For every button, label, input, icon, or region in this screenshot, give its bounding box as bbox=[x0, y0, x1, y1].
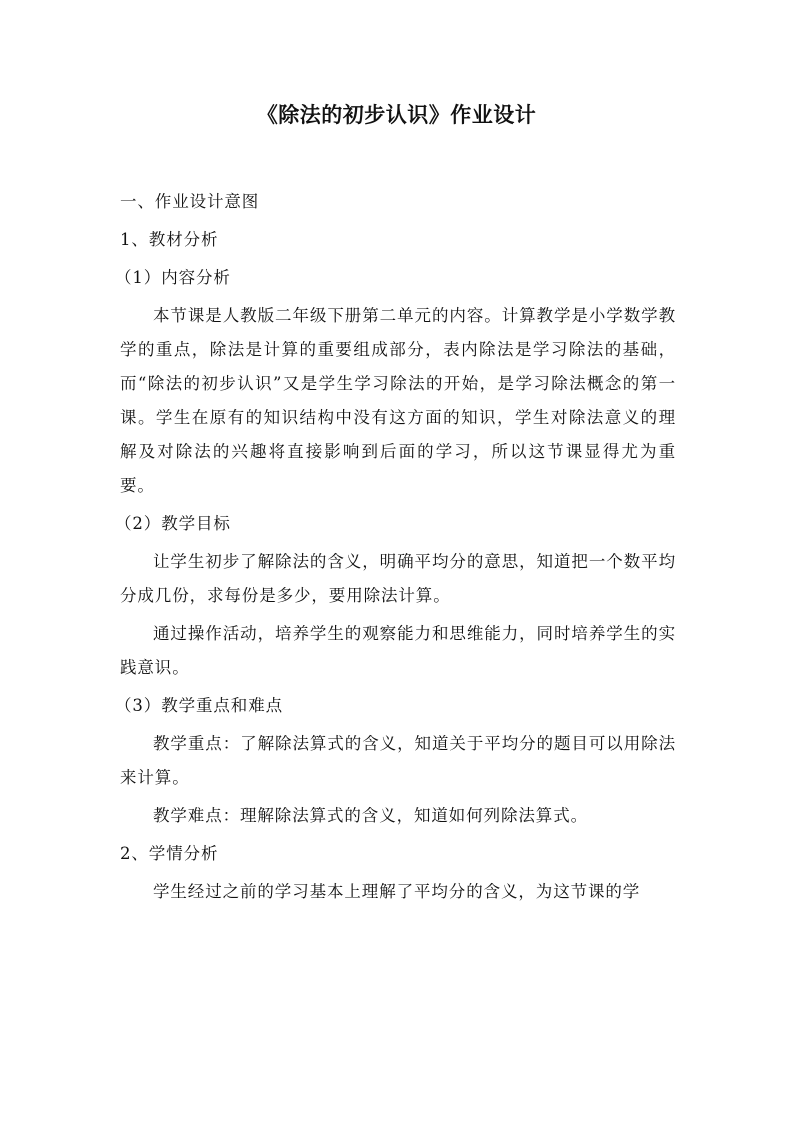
section-heading: 一、作业设计意图 bbox=[120, 192, 260, 211]
subsection-heading-content-analysis: （1）内容分析 bbox=[115, 268, 231, 287]
subsection-heading-textbook-analysis: 1、教材分析 bbox=[120, 230, 219, 249]
subsection-heading-key-points: （3）教学重点和难点 bbox=[115, 696, 283, 715]
paragraph-teaching-goal-2: 通过操作活动，培养学生的观察能力和思维能力，同时培养学生的实践意识。 bbox=[120, 624, 676, 677]
document-body bbox=[115, 185, 676, 909]
paragraph-teaching-goal-1: 让学生初步了解除法的含义，明确平均分的意思，知道把一个数平均分成几份，求每份是多少，要用除法计算。 bbox=[120, 552, 676, 605]
subsection-heading-learner-analysis: 2、学情分析 bbox=[120, 844, 219, 863]
paragraph-key-point: 教学重点：了解除法算式的含义，知道关于平均分的题目可以用除法来计算。 bbox=[120, 734, 676, 787]
paragraph-difficult-point: 教学难点：理解除法算式的含义，知道如何列除法算式。 bbox=[153, 806, 588, 825]
paragraph-content-analysis: 本节课是人教版二年级下册第二单元的内容。计算教学是小学数学教学的重点，除法是计算的重要组成部分，表内除法是学习除法的基础，而“除法的初步认识”又是学生学习除法的开始，是学习除法概念的第一课。学生在原有的知识结构中没有这方面的知识，学生对除法意义的理解及对除法的兴趣将直接影响到后面的学习，所以这节课显得尤为重要。 bbox=[120, 306, 676, 495]
document-title: 《除法的初步认识》作业设计 bbox=[256, 103, 537, 127]
subsection-heading-teaching-goals: （2）教学目标 bbox=[115, 514, 231, 533]
paragraph-learner-analysis: 学生经过之前的学习基本上理解了平均分的含义，为这节课的学 bbox=[153, 882, 641, 901]
